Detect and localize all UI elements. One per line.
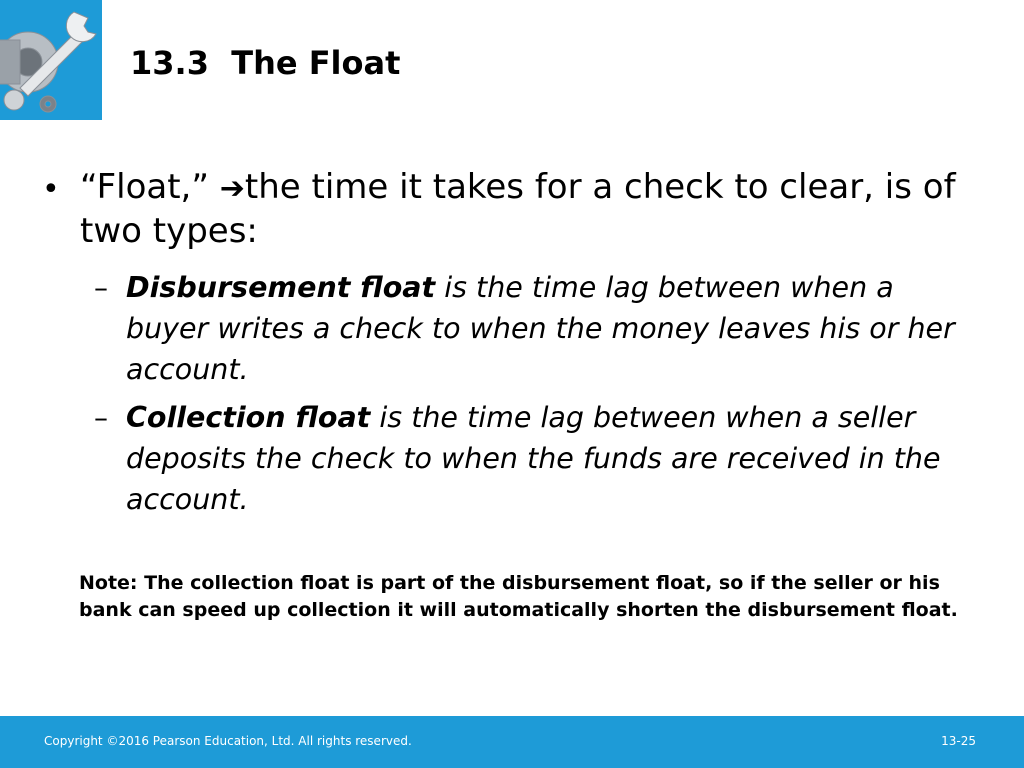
note-text: Note: The collection float is part of the disbursement float, so if the seller or his bank can speed up collection it will automatically shorten the disbursement float. [79,572,958,621]
sub-bullet-text [126,267,976,390]
bullet-text-after-arrow: the time it takes for a check to clear, is of two types: [80,167,956,251]
definition-collection-float: is the time lag between when a seller deposits the check to when the funds are received in the account. [126,401,941,516]
sub-bullet-text [126,397,976,520]
term-disbursement-float: Disbursement float [126,271,436,304]
bullet-dot-icon: • [42,172,60,207]
bullet-text [80,166,980,253]
bullet-text-before-arrow: “Float,” [80,167,220,207]
right-arrow-icon: ➔ [219,171,245,206]
page-number: 13-25 [941,734,976,748]
dash-icon: – [94,401,108,434]
definition-disbursement-float: is the time lag between when a buyer writes a check to when the money leaves his or her account. [126,271,955,386]
term-collection-float: Collection float [126,401,371,434]
footer-bar [0,716,1024,768]
wrench-gear-logo-icon [0,0,102,120]
copyright-text: Copyright ©2016 Pearson Education, Ltd. All rights reserved. [44,734,412,748]
dash-icon: – [94,271,108,304]
slide-title: 13.3 The Float [130,44,401,82]
